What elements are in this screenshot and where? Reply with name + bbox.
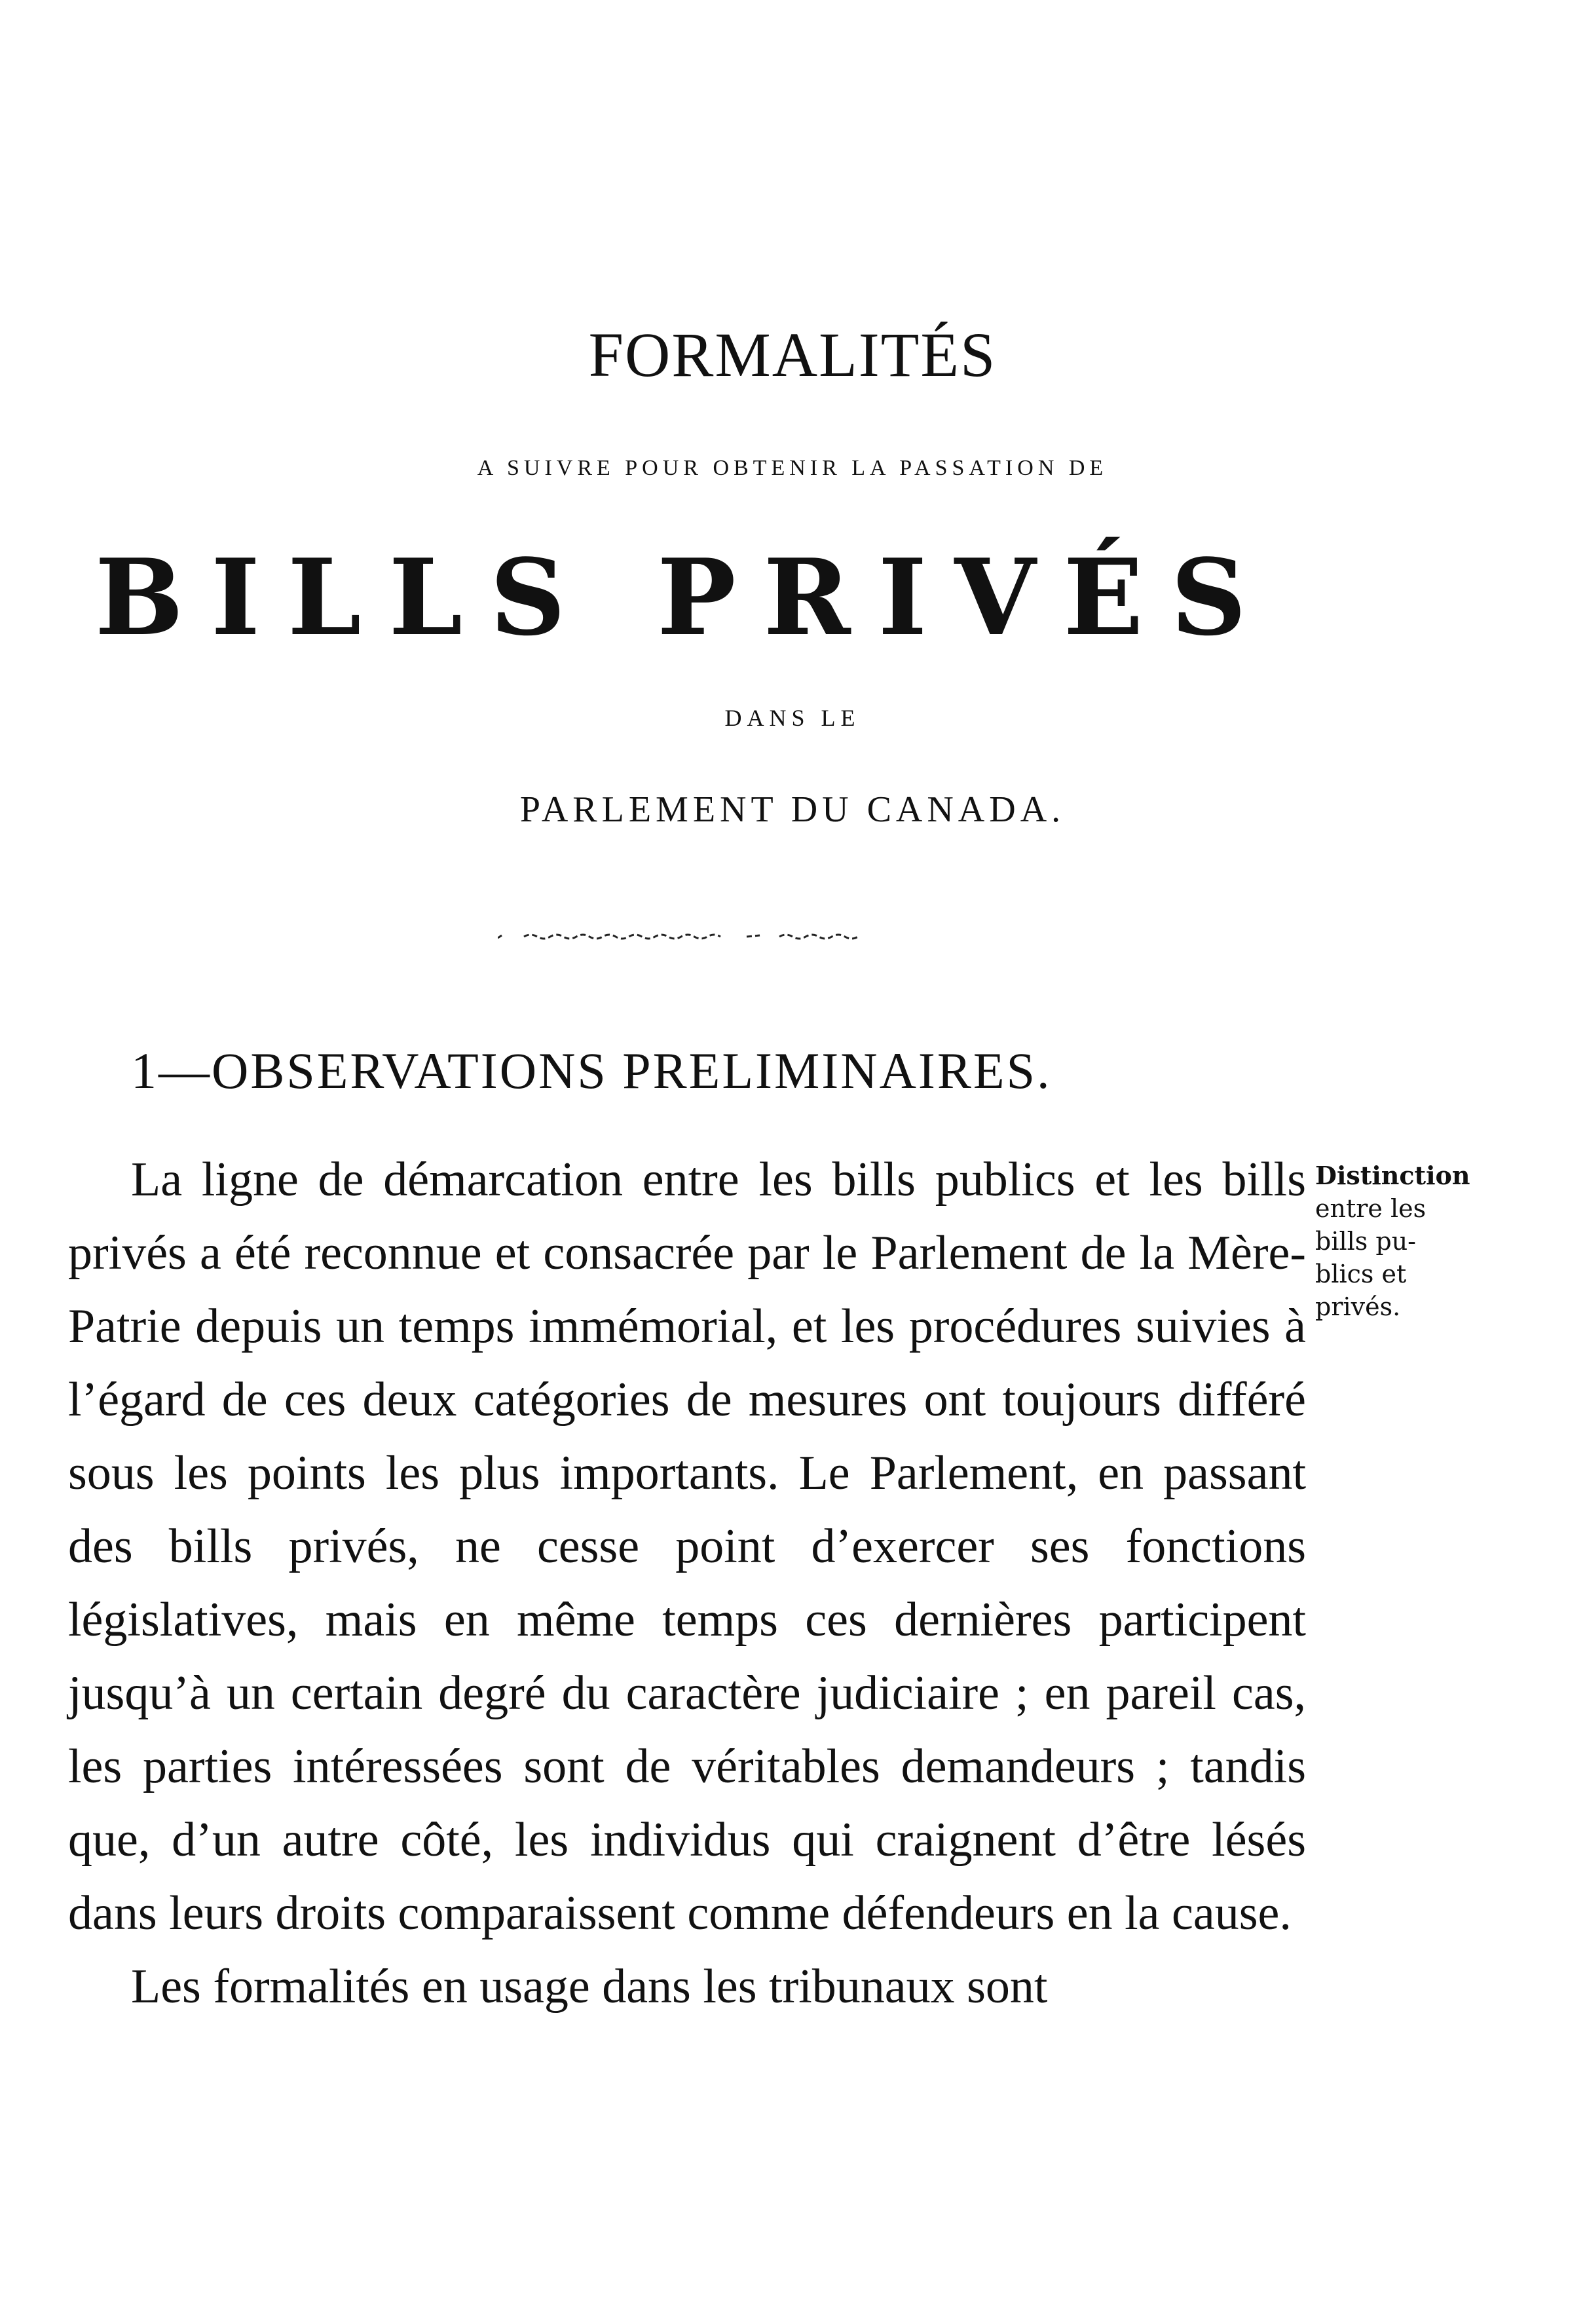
decorative-rule-ornament [498,930,865,943]
title-subtitle-line: A SUIVRE POUR OBTENIR LA PASSATION DE [477,456,1108,480]
document-title: FORMALITÉS [588,320,997,390]
margin-note [1315,1159,1525,1323]
paragraph: La ligne de démarcation entre les bills publics et les bills privés a été reconnue et consacrée par le Parlement de la Mère-Patrie depuis un temps immémorial, et les procédures suivies à l’égard de ces deux catégories de mesures ont toujours différé sous les points les plus importants. Le Parlement, en passant des bills privés, ne cesse point d’exercer ses fonctions législatives, mais en même temps ces dernières participent jusqu’à un certain degré du caractère judiciaire ; en pareil cas, les parties intéressées sont de véritables demandeurs ; tandis que, d’un autre côté, les individus qui craignent d’être lésés dans leurs droits comparaissent comme défendeurs en la cause. [68,1153,1306,1940]
title-subtitle-connector: DANS LE [724,705,861,731]
margin-note-line: entre les [1315,1194,1426,1223]
margin-note-line: bills pu- [1315,1227,1417,1256]
margin-note-line: Distinction [1315,1161,1470,1190]
margin-note-line: privés. [1315,1292,1401,1321]
margin-note-line: blics et [1315,1260,1407,1288]
title-subtitle-parliament: PARLEMENT DU CANADA. [519,789,1066,830]
section-heading: 1—OBSERVATIONS PRELIMINAIRES. [131,1042,1052,1099]
body-text [68,1143,1306,2023]
paragraph: Les formalités en usage dans les tribunaux sont [131,1960,1048,2014]
main-title: BILLS PRIVÉS [94,536,1275,659]
